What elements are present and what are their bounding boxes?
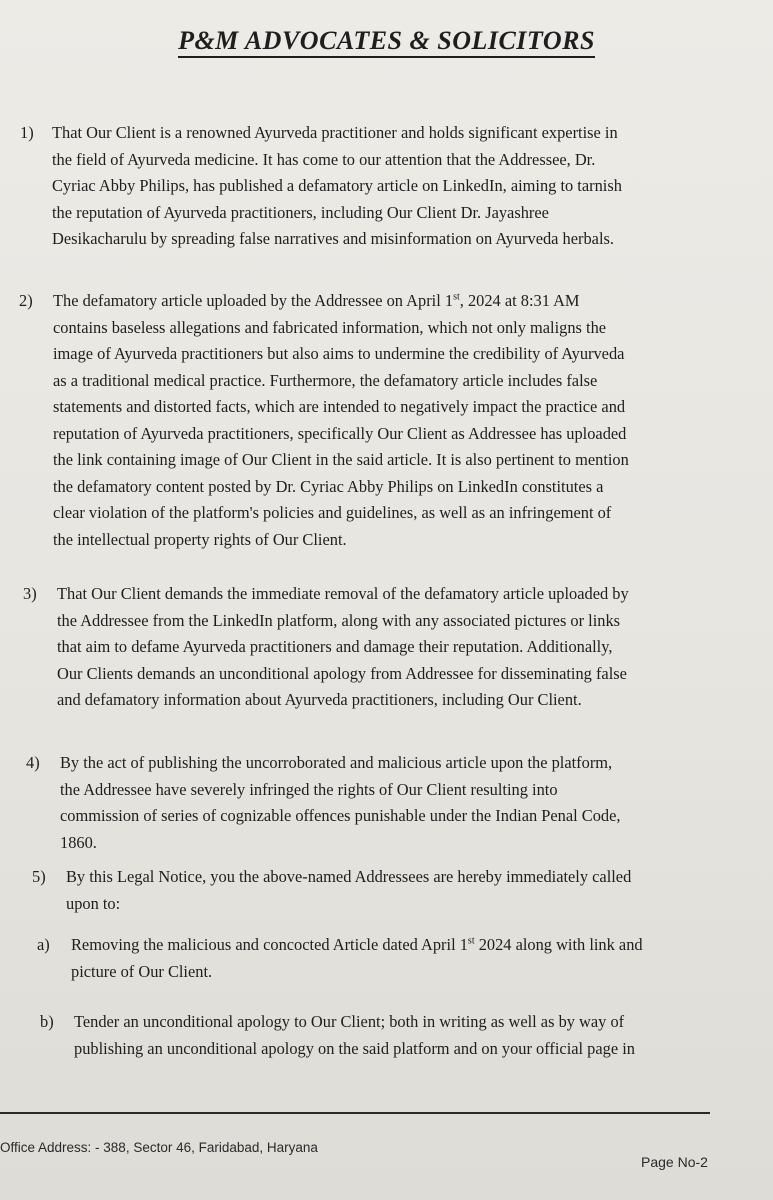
paragraph-line: Tender an unconditional apology to Our Client; both in writing as well as by way of <box>74 1012 625 1031</box>
sub-item-a <box>37 932 711 985</box>
paragraph-line: the reputation of Ayurveda practitioners, including Our Client Dr. Jayashree <box>52 202 549 222</box>
paragraph-line: commission of series of cognizable offences punishable under the Indian Penal Code, <box>60 806 621 825</box>
paragraph-line: the intellectual property rights of Our Client. <box>53 529 347 549</box>
paragraph-line: The defamatory article uploaded by the Addressee on April 1st, 2024 at 8:31 AM <box>53 291 580 310</box>
paragraph-number: 1) <box>20 123 34 142</box>
paragraph-line: the defamatory content posted by Dr. Cyriac Abby Philips on LinkedIn constitutes a <box>53 476 604 496</box>
paragraph-line: By this Legal Notice, you the above-named Addressees are hereby immediately called <box>66 867 632 886</box>
paragraph-line: reputation of Ayurveda practitioners, specifically Our Client as Addressee has uploaded <box>53 423 627 443</box>
paragraph-3 <box>23 581 707 714</box>
paragraph-line: Removing the malicious and concocted Article dated April 1st 2024 along with link and <box>71 935 643 954</box>
paragraph-line: Desikacharulu by spreading false narratives and misinformation on Ayurveda herbals. <box>52 229 614 248</box>
paragraph-line: that aim to defame Ayurveda practitioners and damage their reputation. Additionally, <box>57 637 613 656</box>
paragraph-number: 3) <box>23 584 37 603</box>
paragraph-line: clear violation of the platform's policies and guidelines, as well as an infringement of <box>53 503 612 522</box>
paragraph-line: publishing an unconditional apology on the said platform and on your official page in <box>74 1038 635 1058</box>
sub-item-letter: a) <box>37 935 50 954</box>
paragraph-4 <box>26 750 700 856</box>
office-address: Office Address: - 388, Sector 46, Faridabad, Haryana <box>0 1140 318 1155</box>
paragraph-line: 1860. <box>60 832 97 852</box>
paragraph-line: That Our Client is a renowned Ayurveda practitioner and holds significant expertise in <box>52 123 618 142</box>
paragraph-line: the Addressee have severely infringed the rights of Our Client resulting into <box>60 779 558 799</box>
paragraph-line: the field of Ayurveda medicine. It has come to our attention that the Addressee, Dr. <box>52 149 596 169</box>
paragraph-line: upon to: <box>66 893 121 913</box>
paragraph-line: statements and distorted facts, which are intended to negatively impact the practice and <box>53 397 626 416</box>
letterhead-title: P&M ADVOCATES & SOLICITORS <box>178 26 595 58</box>
paragraph-line: That Our Client demands the immediate removal of the defamatory article uploaded by <box>57 584 629 603</box>
paragraph-line: as a traditional medical practice. Furthermore, the defamatory article includes false <box>53 370 598 390</box>
paragraph-2 <box>19 288 703 553</box>
sub-item-letter: b) <box>40 1012 54 1031</box>
page-number: Page No-2 <box>641 1154 708 1170</box>
paragraph-line: contains baseless allegations and fabricated information, which not only maligns the <box>53 317 607 337</box>
paragraph-line: By the act of publishing the uncorroborated and malicious article upon the platform, <box>60 753 613 772</box>
paragraph-number: 4) <box>26 753 40 772</box>
paragraph-line: the Addressee from the LinkedIn platform, along with any associated pictures or links <box>57 610 621 630</box>
paragraph-line: image of Ayurveda practitioners but also aims to undermine the credibility of Ayurveda <box>53 344 625 363</box>
paragraph-number: 5) <box>32 867 46 886</box>
paragraph-line: picture of Our Client. <box>71 961 213 981</box>
paragraph-line: Cyriac Abby Philips, has published a defamatory article on LinkedIn, aiming to tarnish <box>52 176 622 195</box>
paragraph-1 <box>20 120 697 253</box>
footer-divider <box>0 1112 710 1114</box>
paragraph-line: and defamatory information about Ayurveda practitioners, including Our Client. <box>57 690 582 709</box>
paragraph-line: the link containing image of Our Client in the said article. It is also pertinent to mention <box>53 450 629 469</box>
paragraph-number: 2) <box>19 291 33 310</box>
letterhead <box>0 26 773 56</box>
paragraph-line: Our Clients demands an unconditional apology from Addressee for disseminating false <box>57 663 627 683</box>
sub-item-b <box>40 1009 704 1062</box>
paragraph-5 <box>32 864 706 917</box>
